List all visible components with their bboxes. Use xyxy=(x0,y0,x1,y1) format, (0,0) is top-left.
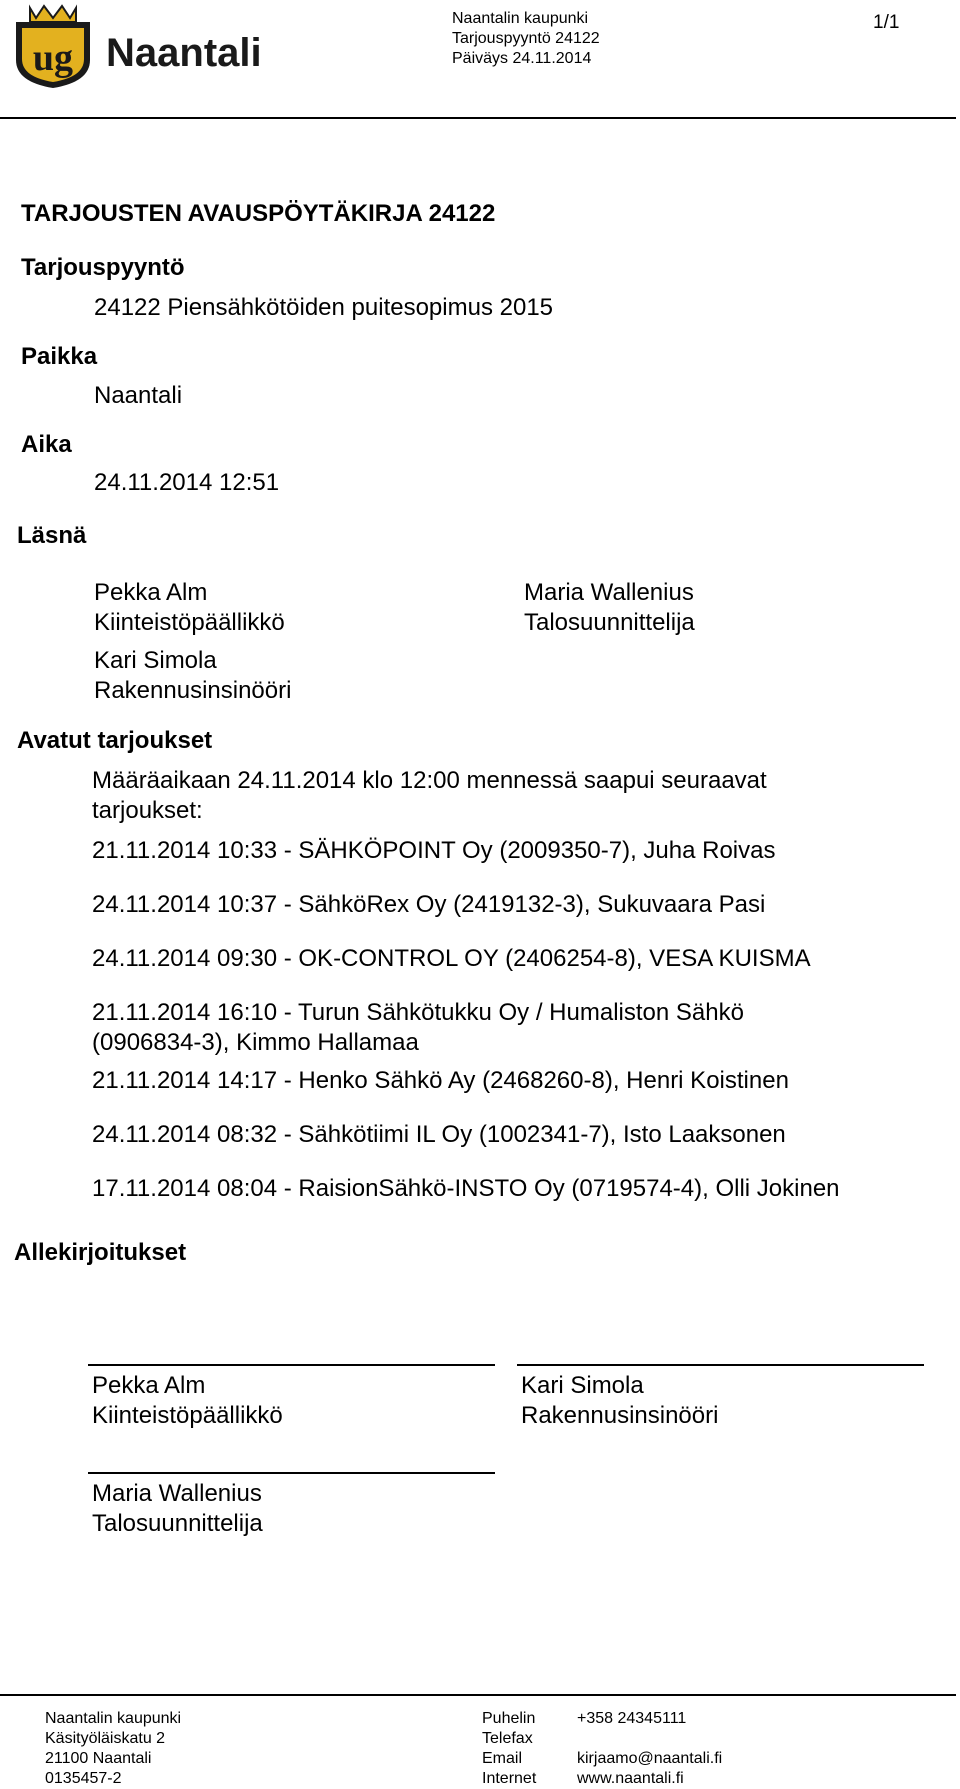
section-value-aika: 24.11.2014 12:51 xyxy=(94,469,280,496)
section-value-paikka: Naantali xyxy=(94,382,183,409)
signer-name: Kari Simola xyxy=(521,1372,644,1399)
offer-item: 24.11.2014 09:30 - OK-CONTROL OY (2406254-8), VESA KUISMA xyxy=(92,945,811,972)
section-label-offers: Avatut tarjoukset xyxy=(17,727,213,754)
attendee-role: Rakennusinsinööri xyxy=(94,677,292,704)
footer-phone: +358 24345111 xyxy=(577,1710,687,1727)
naantali-logo xyxy=(12,4,282,90)
footer-address xyxy=(45,1709,181,1789)
footer-address-line: Käsityöläiskatu 2 xyxy=(45,1730,166,1747)
footer-contact-labels xyxy=(482,1709,536,1789)
signer xyxy=(92,1479,263,1539)
attendee-role: Kiinteistöpäällikkö xyxy=(94,609,285,636)
section-label-paikka: Paikka xyxy=(21,343,98,370)
section-label-signatures: Allekirjoitukset xyxy=(14,1239,187,1266)
offers-intro: Määräaikaan 24.11.2014 klo 12:00 mennessä saapui seuraavat tarjoukset: xyxy=(92,767,767,824)
logo-monogram: ug xyxy=(32,37,74,79)
section-label-lasna: Läsnä xyxy=(17,522,87,549)
attendee xyxy=(94,646,291,706)
attendee-name: Kari Simola xyxy=(94,647,217,674)
page-number: 1/1 xyxy=(873,12,900,33)
naantali-coat-of-arms-icon xyxy=(12,4,282,90)
signature-line xyxy=(88,1472,495,1474)
footer-contact-label: Email xyxy=(482,1750,523,1767)
header-org: Naantalin kaupunki xyxy=(452,10,589,27)
header-request: Tarjouspyyntö 24122 xyxy=(452,30,600,47)
signer-name: Pekka Alm xyxy=(92,1372,206,1399)
document-title: TARJOUSTEN AVAUSPÖYTÄKIRJA 24122 xyxy=(21,200,496,227)
attendee xyxy=(524,578,695,638)
header-date: Päiväys 24.11.2014 xyxy=(452,50,592,67)
signature-line xyxy=(88,1364,495,1366)
offer-item: 21.11.2014 16:10 - Turun Sähkötukku Oy / Humaliston Sähkö (0906834-3), Kimmo Hallamaa xyxy=(92,999,744,1056)
signer-name: Maria Wallenius xyxy=(92,1480,262,1507)
signer xyxy=(521,1371,718,1431)
offer-item: 17.11.2014 08:04 - RaisionSähkö-INSTO Oy (0719574-4), Olli Jokinen xyxy=(92,1175,840,1202)
footer-address-line: 21100 Naantali xyxy=(45,1750,152,1767)
footer-contact-label: Puhelin xyxy=(482,1710,536,1727)
signer-role: Kiinteistöpäällikkö xyxy=(92,1402,283,1429)
header-info xyxy=(452,9,600,69)
footer-email: kirjaamo@naantali.fi xyxy=(577,1750,723,1767)
signer-role: Talosuunnittelija xyxy=(92,1510,263,1537)
offer-item: 24.11.2014 08:32 - Sähkötiimi IL Oy (1002341-7), Isto Laaksonen xyxy=(92,1121,786,1148)
offer-item: 21.11.2014 10:33 - SÄHKÖPOINT Oy (2009350-7), Juha Roivas xyxy=(92,837,776,864)
footer-address-line: 0135457-2 xyxy=(45,1770,122,1787)
footer-fax xyxy=(577,1729,722,1749)
footer-website: www.naantali.fi xyxy=(577,1770,684,1787)
footer-contact-label: Internet xyxy=(482,1770,537,1787)
logo-wordmark: Naantali xyxy=(106,31,262,75)
attendee-role: Talosuunnittelija xyxy=(524,609,695,636)
signer xyxy=(92,1371,283,1431)
header-divider xyxy=(0,117,956,119)
offer-item: 24.11.2014 10:37 - SähköRex Oy (2419132-3), Sukuvaara Pasi xyxy=(92,891,766,918)
attendee-name: Pekka Alm xyxy=(94,579,208,606)
footer-divider xyxy=(0,1694,956,1696)
footer-address-line: Naantalin kaupunki xyxy=(45,1710,182,1727)
section-label-tarjouspyynto: Tarjouspyyntö xyxy=(21,254,185,281)
attendee-name: Maria Wallenius xyxy=(524,579,694,606)
section-label-aika: Aika xyxy=(21,431,72,458)
footer-contact-label: Telefax xyxy=(482,1730,533,1747)
signer-role: Rakennusinsinööri xyxy=(521,1402,719,1429)
section-value-tarjouspyynto: 24122 Piensähkötöiden puitesopimus 2015 xyxy=(94,294,554,321)
offer-item: 21.11.2014 14:17 - Henko Sähkö Ay (2468260-8), Henri Koistinen xyxy=(92,1067,789,1094)
footer-contact-values xyxy=(577,1709,722,1789)
signature-line xyxy=(517,1364,924,1366)
attendee xyxy=(94,578,285,638)
